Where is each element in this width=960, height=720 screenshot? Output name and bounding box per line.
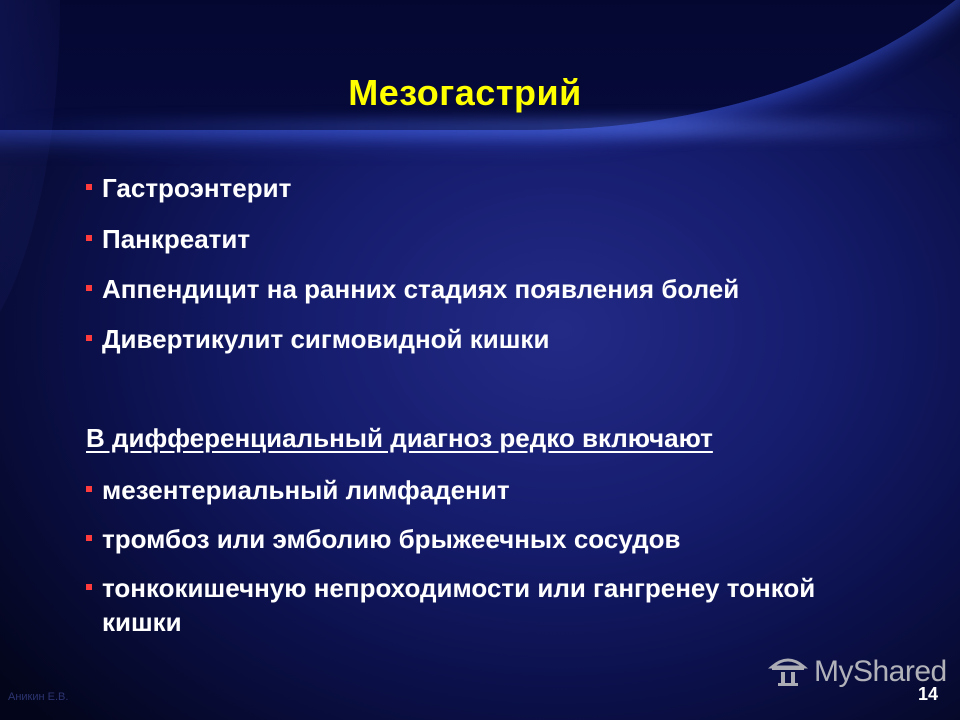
sub-list-item-text: мезентериальный лимфаденит (102, 475, 510, 505)
square-bullet-icon (86, 584, 92, 590)
watermark-text: MyShared (814, 655, 947, 688)
sub-list-item (86, 473, 510, 507)
list-item-text: Панкреатит (102, 224, 251, 254)
slide-title: Мезогастрий (348, 72, 582, 113)
sub-list-item-text: тромбоз или эмболию брыжеечных сосудов (102, 524, 681, 554)
list-item-text: Дивертикулит сигмовидной кишки (102, 324, 550, 354)
list-item-text: Аппендицит на ранних стадиях появления болей (102, 274, 740, 304)
section-subheading: В дифференциальный диагноз редко включают (86, 423, 713, 453)
square-bullet-icon (86, 486, 92, 492)
mushroom-logo-icon (768, 651, 808, 694)
author-label: Аникин Е.В. (8, 691, 69, 703)
sub-list-item (86, 522, 680, 556)
list-item (86, 322, 549, 356)
list-item (86, 171, 291, 205)
square-bullet-icon (86, 184, 92, 190)
left-arc-decoration (0, 0, 60, 360)
square-bullet-icon (86, 335, 92, 341)
list-item (86, 272, 739, 306)
sub-list-item (86, 571, 892, 639)
sub-list-item-text: тонкокишечную непроходимости или гангренеу тонкой кишки (102, 573, 816, 637)
page-number: 14 (918, 684, 939, 704)
list-item-text: Гастроэнтерит (102, 173, 292, 203)
square-bullet-icon (86, 535, 92, 541)
square-bullet-icon (86, 235, 92, 241)
square-bullet-icon (86, 285, 92, 291)
header-glow-decoration (0, 118, 960, 138)
list-item (86, 222, 250, 256)
